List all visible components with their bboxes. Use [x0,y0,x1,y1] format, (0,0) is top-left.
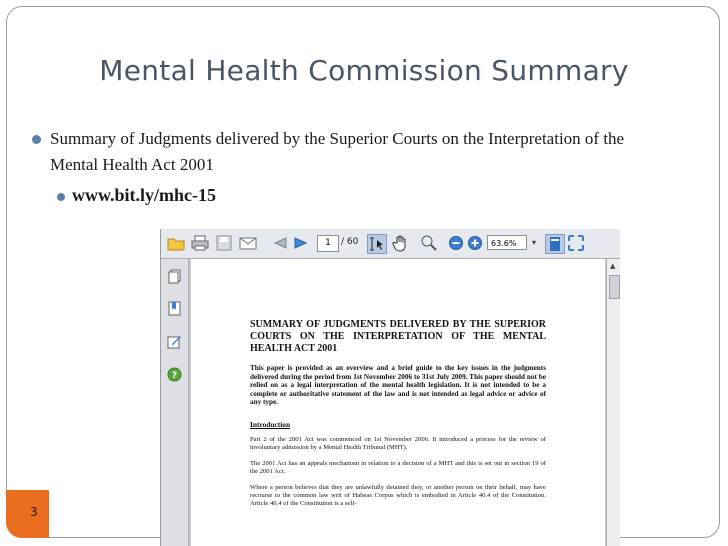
zoom-out-icon[interactable] [447,234,465,252]
document-heading: Introduction [250,419,291,429]
zoom-dropdown-icon[interactable]: ▾ [532,238,537,247]
scroll-thumb[interactable] [609,275,620,299]
page-total: / 60 [341,237,359,247]
slide-title: Mental Health Commission Summary [99,54,629,87]
previous-page-icon[interactable] [271,234,289,252]
pages-icon[interactable] [167,269,182,284]
bullet-link [72,185,216,206]
single-page-icon[interactable] [545,234,565,254]
pdf-sidebar [161,259,189,546]
select-text-icon[interactable] [367,234,387,254]
save-icon[interactable] [215,234,233,252]
pdf-viewer-screenshot [160,229,620,546]
bullet-dot [32,135,41,144]
next-page-icon[interactable] [292,234,310,252]
document-title: SUMMARY OF JUDGMENTS DELIVERED BY THE SUPERIOR COURTS ON THE INTERPRETATION OF THE MENTAL HEALTH ACT 2001 [250,319,546,354]
bullet-dot [57,193,65,201]
document-paragraph: Where a person believes that they are unlawfully detained they, or another person on their behalf, may have recourse to the common law writ of Habeas Corpus which is embodied in Article 40.4 of the Constitution. Article 40.4 of the Constitution is a self- [250,483,546,508]
pdf-page [191,259,605,546]
zoom-level-field[interactable]: 63.6% [487,235,527,250]
document-content [250,319,546,509]
fit-page-icon[interactable] [567,234,585,252]
folder-open-icon[interactable] [167,234,185,252]
print-icon[interactable] [191,234,209,252]
document-paragraph: Part 2 of the 2001 Act was commenced on 1st November 2006. It introduced a process for the review of involuntary admission by a Mental Health Tribunal (MHT). [250,435,546,452]
page-number-input[interactable]: 1 [317,235,339,252]
bookmarks-icon[interactable] [167,301,182,316]
scroll-up-icon[interactable]: ▲ [610,262,616,270]
bullet-summary-text: Summary of Judgments delivered by the Superior Courts on the Interpretation of the Mental Health Act 2001 [50,129,625,174]
bullet-summary [50,126,660,178]
help-icon[interactable] [167,367,182,382]
zoom-in-icon[interactable] [466,234,484,252]
document-intro: This paper is provided as an overview and a brief guide to the key issues in the judgments delivered during the period from 1st November 2006 to 31st July 2009. This paper should not be relied on as a legal interpretation of the mental health legislation. It is not intended to be a complete or authoritative statement of the law and is not intended as legal advice or advice of any type. [250,364,546,407]
bullet-link-text[interactable]: www.bit.ly/mhc-15 [72,185,216,205]
svg-text:?: ? [171,371,178,381]
document-paragraph: The 2001 Act has an appeals mechanism in relation to a decision of a MHT and this is set out in section 19 of the 2001 Act. [250,459,546,476]
hand-tool-icon[interactable] [392,234,410,252]
slide-number-corner [6,490,49,538]
vertical-scrollbar[interactable] [606,259,620,546]
comments-icon[interactable] [167,334,182,349]
zoom-tool-icon[interactable] [420,234,438,252]
pdf-toolbar [161,229,620,259]
email-icon[interactable] [239,234,257,252]
slide-number: 3 [30,505,38,519]
